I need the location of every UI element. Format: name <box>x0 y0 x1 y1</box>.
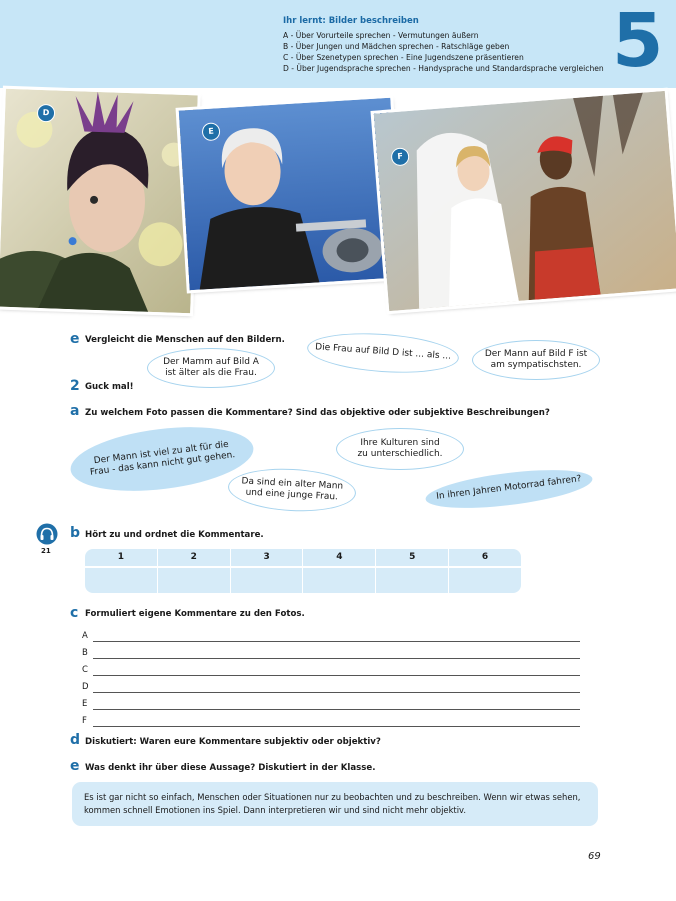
photo-f-image <box>374 91 676 311</box>
writing-line-label: B <box>82 648 88 658</box>
chapter-number: 5 <box>612 0 664 84</box>
photo-e <box>179 98 402 291</box>
exercise-2b-letter: b <box>70 525 81 541</box>
page-number: 69 <box>588 851 601 862</box>
exercise-2-number: 2 <box>70 378 80 394</box>
writing-line-f[interactable] <box>82 716 580 728</box>
chapter-header <box>0 0 676 88</box>
speech-bubble-2 <box>306 329 460 378</box>
answer-table-header: 5 <box>376 549 449 566</box>
photo-f-badge: F <box>390 147 409 166</box>
exercise-2e-text: Was denkt ihr über diese Aussage? Diskutiert in der Klasse. <box>85 763 376 773</box>
comment-bubble-4-text: In ihren Jahren Motorrad fahren? <box>435 474 583 503</box>
photo-d <box>0 89 198 314</box>
photo-e-badge: E <box>202 122 221 141</box>
writing-line-c[interactable] <box>82 665 580 677</box>
photo-d-image <box>0 89 198 314</box>
answer-table-header: 1 <box>85 549 158 566</box>
photo-d-badge: D <box>37 104 56 123</box>
answer-table <box>85 549 521 593</box>
writing-line-e[interactable] <box>82 699 580 711</box>
writing-line-label: D <box>82 682 89 692</box>
answer-table-header: 3 <box>231 549 304 566</box>
exercise-2d-text: Diskutiert: Waren eure Kommentare subjektiv oder objektiv? <box>85 737 381 747</box>
writing-line-label: C <box>82 665 88 675</box>
exercise-2c-text: Formuliert eigene Kommentare zu den Fotos. <box>85 609 305 619</box>
comment-bubble-3-text: Da sind ein alter Mann und eine junge Frau. <box>241 476 344 503</box>
comment-bubble-1-text: Der Mann ist viel zu alt für die Frau - das kann nicht gut gehen. <box>89 439 236 478</box>
exercise-2e-letter: e <box>70 758 80 774</box>
exercise-1e-text: Vergleicht die Menschen auf den Bildern. <box>85 335 285 345</box>
comment-bubble-2 <box>336 428 464 470</box>
speech-bubble-1-text: Der Mamm auf Bild A ist älter als die Frau. <box>163 356 259 378</box>
answer-table-header: 6 <box>481 552 489 562</box>
exercise-2a-text: Zu welchem Foto passen die Kommentare? Sind das objektive oder subjektive Beschreibungen? <box>85 408 550 418</box>
answer-cell-6[interactable] <box>449 567 521 593</box>
headphones-icon[interactable] <box>36 523 58 545</box>
comment-bubble-2-text: Ihre Kulturen sind zu unterschiedlich. <box>357 437 443 459</box>
exercise-1e-letter: e <box>70 331 80 347</box>
photo-f <box>374 91 676 311</box>
quote-line-1: Es ist gar nicht so einfach, Menschen oder Situationen nur zu beobachten und zu beschreiben. Wenn wir etwas sehen, <box>84 792 581 802</box>
writing-line-b[interactable] <box>82 648 580 660</box>
answer-table-header: 2 <box>158 549 231 566</box>
speech-bubble-1 <box>147 348 275 388</box>
header-title: Ihr lernt: Bilder beschreiben <box>283 16 419 26</box>
exercise-2a-letter: a <box>70 403 80 419</box>
answer-cell-1[interactable] <box>85 567 158 593</box>
header-line-b: B - Über Jungen und Mädchen sprechen - Ratschläge geben <box>283 42 510 51</box>
speech-bubble-3 <box>472 340 600 380</box>
comment-bubble-3 <box>227 466 357 515</box>
speech-bubble-3-text: Der Mann auf Bild F ist am sympatischsten. <box>484 348 588 370</box>
writing-line-label: F <box>82 716 87 726</box>
quote-line-2: kommen schnell Emotionen ins Spiel. Dann interpretieren wir und sind nicht mehr objektiv. <box>84 804 466 815</box>
writing-line-label: E <box>82 699 88 709</box>
speech-bubble-2-text: Die Frau auf Bild D ist ... als ... <box>314 342 452 363</box>
writing-line-label: A <box>82 631 88 641</box>
answer-cell-5[interactable] <box>376 567 449 593</box>
answer-cell-3[interactable] <box>231 567 304 593</box>
header-line-a: A - Über Vorurteile sprechen - Vermutungen äußern <box>283 31 479 40</box>
exercise-2d-letter: d <box>70 732 81 748</box>
exercise-2-title: Guck mal! <box>85 382 134 392</box>
exercise-2c-letter: c <box>70 605 79 621</box>
answer-table-header: 4 <box>303 549 376 566</box>
answer-cell-4[interactable] <box>303 567 376 593</box>
writing-line-a[interactable] <box>82 631 580 643</box>
comment-bubble-4 <box>424 463 595 515</box>
answer-cell-2[interactable] <box>158 567 231 593</box>
exercise-2b-text: Hört zu und ordnet die Kommentare. <box>85 530 264 540</box>
audio-track-number: 21 <box>41 547 51 555</box>
quote-box <box>72 782 598 826</box>
header-line-d: D - Über Jugendsprache sprechen - Handysprache und Standardsprache vergleichen <box>283 64 604 73</box>
header-line-c: C - Über Szenetypen sprechen - Eine Jugendszene präsentieren <box>283 53 524 62</box>
writing-line-d[interactable] <box>82 682 580 694</box>
